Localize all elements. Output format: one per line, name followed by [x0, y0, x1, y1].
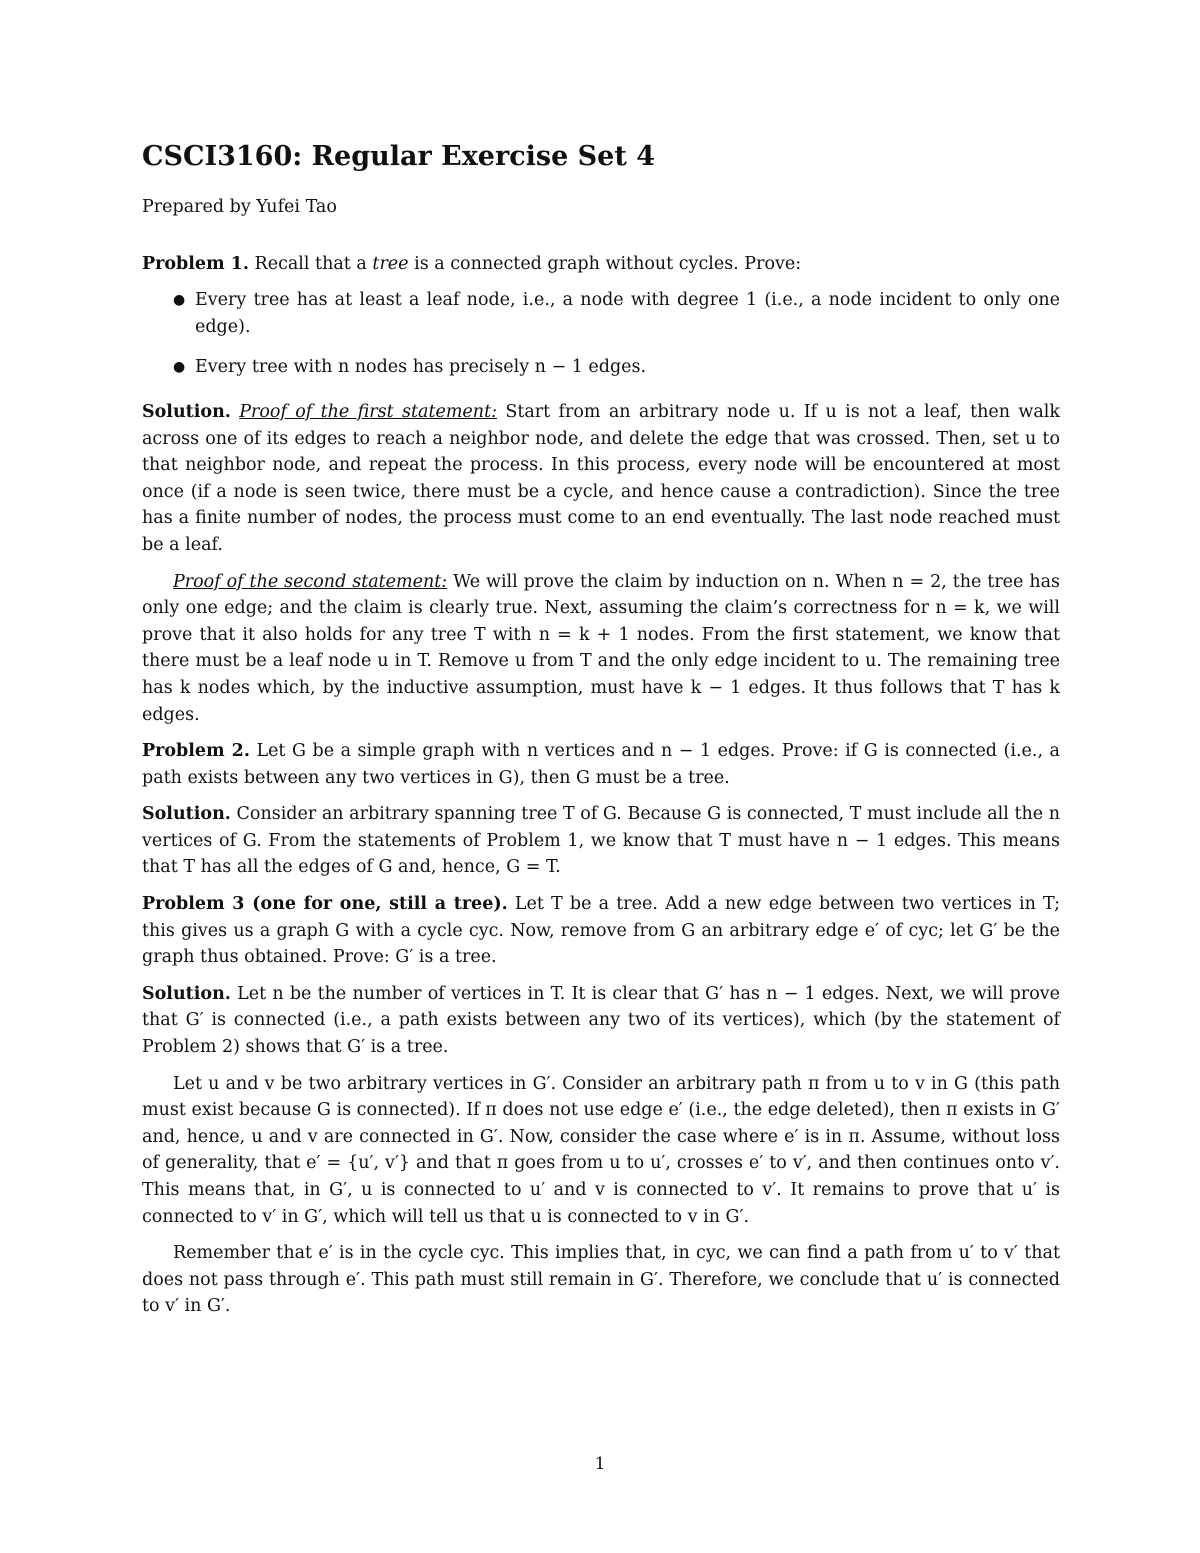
bullet-icon: ●: [173, 292, 186, 309]
problem-2-label: Problem 2.: [142, 741, 250, 762]
document-title: CSCI3160: Regular Exercise Set 4: [142, 141, 656, 172]
problem-2-statement: [142, 738, 1060, 791]
problem-1-text-before: Recall that a: [254, 253, 367, 274]
problem-3-statement: [142, 891, 1060, 971]
problem-3-label: Problem 3 (one for one, still a tree).: [142, 894, 508, 915]
proof-2-text: We will prove the claim by induction on n. When n = 2, the tree has only one edge; and the claim is clearly true. Next, assuming the claim’s correctness for n = k, we will prove that it also holds for any tree T with n = k + 1 nodes. From the first statement, we know that there must be a leaf node u in T. Remove u from T and the only edge incident to u. The remaining tree has k nodes which, by the inductive assumption, must have k − 1 edges. It thus follows that T has k edges.: [142, 571, 1061, 725]
page-number: 1: [594, 1454, 606, 1474]
bullet-text: Every tree has at least a leaf node, i.e., a node with degree 1 (i.e., a node incident to only one edge).: [195, 290, 1060, 337]
list-item: [142, 287, 1060, 340]
solution-2: [142, 801, 1060, 881]
problem-1-label: Problem 1.: [142, 253, 249, 274]
problem-3-text: Let T be a tree. Add a new edge between two vertices in T; this gives us a graph G with a cycle cyc. Now, remove from G an arbitrary edge e′ of cyc; let G′ be the graph thus obtained. Prove: G′ is a tree.: [142, 894, 1060, 968]
solution-1-proof-1: [142, 399, 1060, 559]
proof-1-heading: Proof of the first statement:: [239, 401, 497, 422]
problem-1-term: tree: [372, 253, 409, 274]
bullet-text: Every tree with n nodes has precisely n − 1 edges.: [195, 357, 647, 378]
solution-3-para-1: [142, 981, 1060, 1061]
solution-3-text-1: Let n be the number of vertices in T. It is clear that G′ has n − 1 edges. Next, we will prove that G′ is connected (i.e., a path exists between any two of its vertices), which (by the statement of Problem 2) shows that G′ is a tree.: [142, 983, 1060, 1058]
solution-3-label: Solution.: [142, 983, 231, 1004]
solution-2-label: Solution.: [142, 804, 231, 825]
problem-1-bullet-list: [142, 287, 1060, 381]
solution-1-proof-2: [142, 569, 1060, 729]
proof-2-heading: Proof of the second statement:: [173, 571, 448, 592]
solution-3-para-2: Let u and v be two arbitrary vertices in G′. Consider an arbitrary path π from u to v in G (this path must exist because G is connected). If π does not use edge e′ (i.e., the edge deleted), then π exists in G′ and, hence, u and v are connected in G′. Now, consider the case where e′ is in π. Assume, without loss of generality, that e′ = {u′, v′} and that π goes from u to u′, crosses e′ to v′, and then continues onto v′. This means that, in G′, u is connected to u′ and v is connected to v′. It remains to prove that u′ is connected to v′ in G′, which will tell us that u is connected to v in G′.: [142, 1073, 1060, 1227]
solution-1-label: Solution.: [142, 401, 231, 422]
bullet-icon: ●: [173, 359, 186, 376]
document-page: [142, 140, 1060, 1330]
solution-2-text: Consider an arbitrary spanning tree T of G. Because G is connected, T must include all the n vertices of G. From the statements of Problem 1, we know that T must have n − 1 edges. This means that T has all the edges of G and, hence, G = T.: [142, 804, 1060, 878]
list-item: [142, 354, 1060, 381]
proof-1-text: Start from an arbitrary node u. If u is not a leaf, then walk across one of its edges to reach a neighbor node, and delete the edge that was crossed. Then, set u to that neighbor node, and repeat the process. In this process, every node will be encountered at most once (if a node is seen twice, there must be a cycle, and hence cause a contradiction). Since the tree has a finite number of nodes, the process must come to an end eventually. The last node reached must be a leaf.: [142, 401, 1060, 555]
solution-3-para-3: Remember that e′ is in the cycle cyc. This implies that, in cyc, we can find a path from u′ to v′ that does not pass through e′. This path must still remain in G′. Therefore, we conclude that u′ is connected to v′ in G′.: [142, 1243, 1060, 1317]
author-line: Prepared by Yufei Tao: [142, 197, 337, 217]
problem-1-text-after: is a connected graph without cycles. Prove:: [414, 253, 802, 274]
problem-2-text: Let G be a simple graph with n vertices and n − 1 edges. Prove: if G is connected (i.e., a path exists between any two vertices in G), then G must be a tree.: [142, 741, 1060, 788]
problem-1-statement: [142, 251, 1060, 278]
